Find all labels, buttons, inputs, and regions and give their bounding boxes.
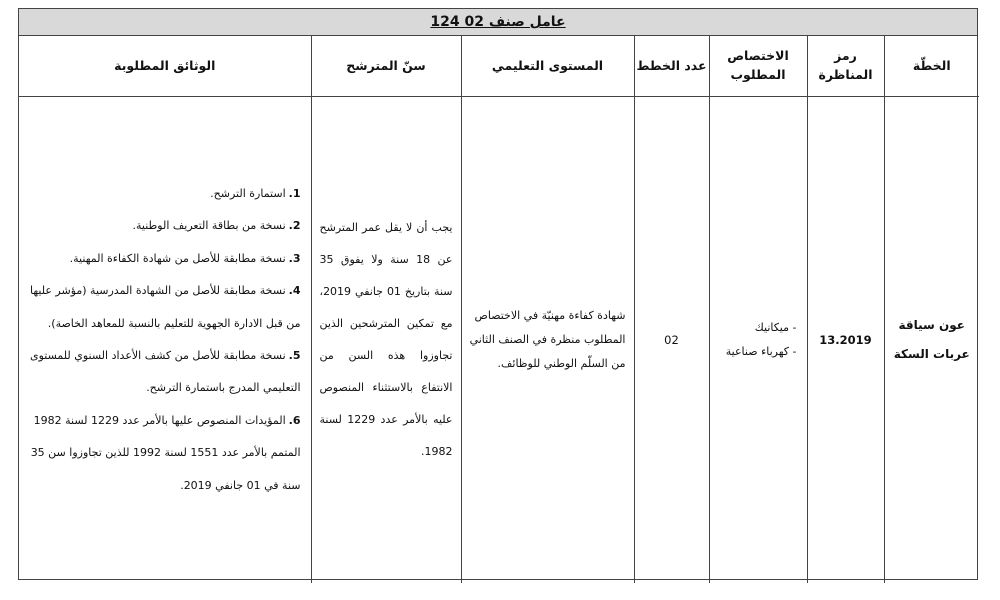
- header-code: رمز المناظرة: [807, 36, 884, 97]
- cell-level: شهادة كفاءة مهنيّة في الاختصاص المطلوب منظرة في الصنف الثاني من السلّم الوطني للوظائف.: [461, 97, 634, 584]
- cell-age: يجب أن لا يقل عمر المترشح عن 18 سنة ولا يفوق 35 سنة بتاريخ 01 جانفي 2019، مع تمكين المترشحين الذين تجاوزوا هذه السن من الانتفاع بالاستثناء المنصوص عليه بالأمر عدد 1229 لسنة 1982.: [311, 97, 461, 584]
- header-count: عدد الخطط: [634, 36, 709, 97]
- cell-documents: [19, 97, 311, 584]
- competition-table: [19, 36, 979, 583]
- cell-code: 13.2019: [807, 97, 884, 584]
- header-age: سنّ المترشح: [311, 36, 461, 97]
- document-item: 3.نسخة مطابقة للأصل من شهادة الكفاءة المهنية.: [69, 251, 301, 265]
- plan-line: عون سياقة: [898, 318, 965, 333]
- cell-plan: [884, 97, 979, 584]
- document-item: 5.نسخة مطابقة للأصل من كشف الأعداد السنوي للمستوى التعليمي المدرج باستمارة الترشح.: [29, 349, 301, 395]
- specialty-item: - كهرباء صناعية: [725, 345, 797, 358]
- document-page: [18, 8, 978, 580]
- document-item: 4.نسخة مطابقة للأصل من الشهادة المدرسية (مؤشر عليها من قبل الادارة الجهوية للتعليم بالنسبة للمعاهد الخاصة).: [29, 284, 301, 330]
- cell-specialty: [709, 97, 807, 584]
- table-title: 124 عامل صنف 02: [19, 9, 977, 36]
- header-documents: الوثائق المطلوبة: [19, 36, 311, 97]
- specialty-item: - ميكانيك: [754, 320, 797, 334]
- plan-line: عربات السكة: [893, 347, 970, 361]
- header-row: [19, 36, 979, 97]
- header-level: المستوى التعليمي: [461, 36, 634, 97]
- table-row: [19, 97, 979, 584]
- document-item: 1.استمارة الترشح.: [210, 186, 301, 200]
- document-item: 6.المؤيدات المنصوص عليها بالأمر عدد 1229 لسنة 1982 المتمم بالأمر عدد 1551 لسنة 1992 للذين تجاوزوا سن 35 سنة في 01 جانفي 2019.: [30, 413, 301, 492]
- header-plan: الخطّة: [884, 36, 979, 97]
- header-specialty: الاختصاص المطلوب: [709, 36, 807, 97]
- cell-count: 02: [634, 97, 709, 584]
- document-item: 2.نسخة من بطاقة التعريف الوطنية.: [132, 219, 301, 233]
